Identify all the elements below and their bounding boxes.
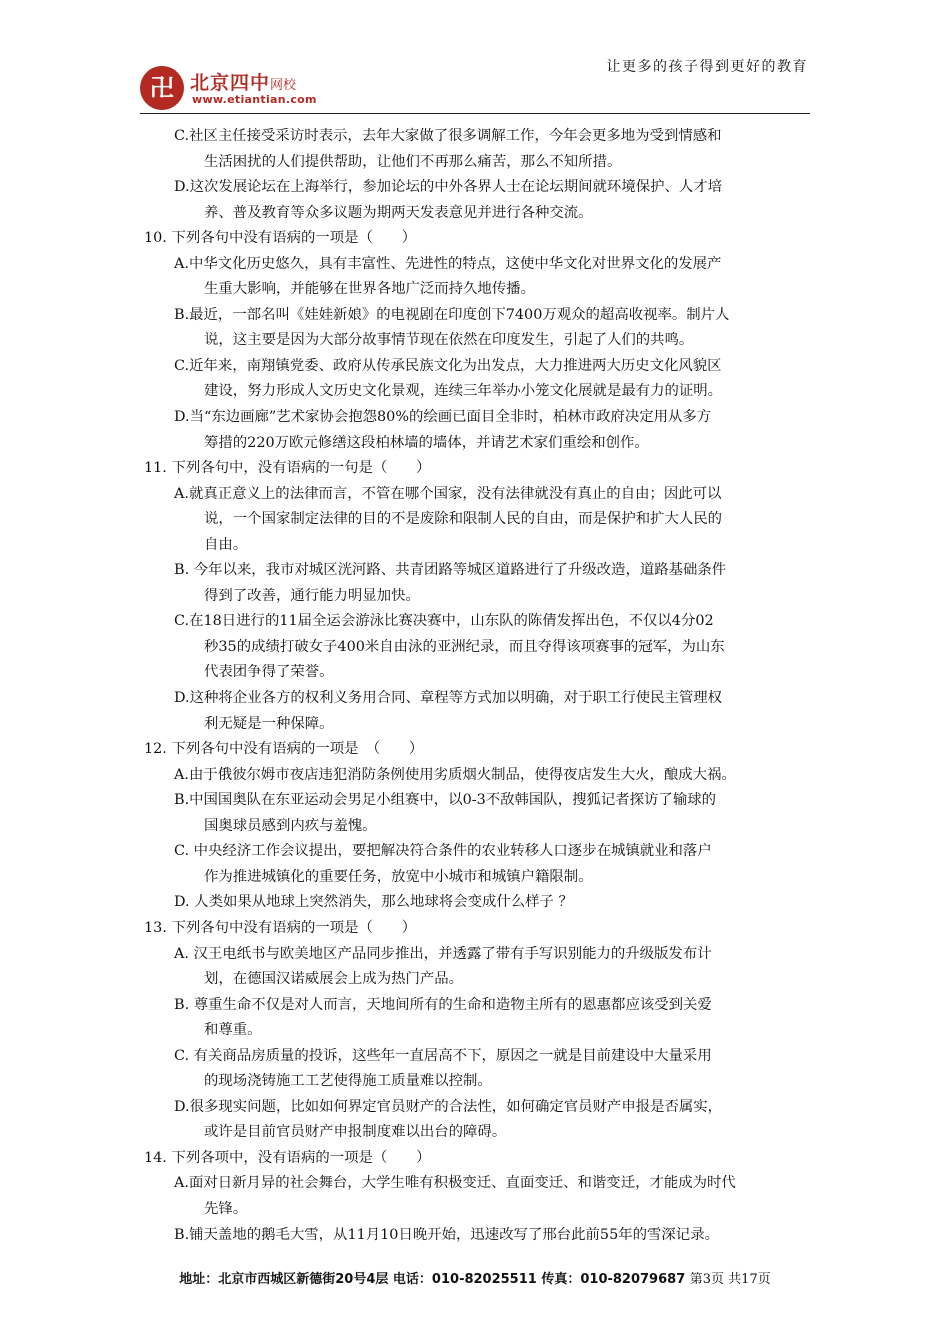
logo-url: www.etiantian.com <box>192 93 317 106</box>
text-line: 建设，努力形成人文历史文化景观，连续三年举办小笼文化展就是最有力的证明。 <box>204 383 723 400</box>
answer-option: C.在18日进行的11届全运会游泳比赛决赛中，山东队的陈倩发挥出色，不仅以4分02 <box>174 613 714 630</box>
answer-option: C. 有关商品房质量的投诉，这些年一直居高不下，原因之一就是目前建设中大量采用 <box>174 1047 712 1064</box>
text-line: 或许是目前官员财产申报制度难以出台的障碍。 <box>204 1124 507 1141</box>
document-body <box>144 124 812 1248</box>
answer-option: D.这次发展论坛在上海举行，参加论坛的中外各界人士在论坛期间就环境保护、人才培 <box>174 179 723 196</box>
text-line: 先锋。 <box>204 1200 248 1217</box>
text-line: 利无疑是一种保障。 <box>204 715 334 732</box>
answer-option: A. 汉王电纸书与欧美地区产品同步推出，并透露了带有手写识别能力的升级版发布计 <box>174 945 712 962</box>
header-divider <box>140 113 810 114</box>
answer-option: D.这种将企业各方的权利义务用合同、章程等方式加以明确，对于职工行使民主管理权 <box>174 690 723 707</box>
logo-emblem-icon: 卍 <box>140 66 184 110</box>
text-line: 说，一个国家制定法律的目的不是废除和限制人民的自由，而是保护和扩大人民的 <box>204 511 723 528</box>
answer-option: A.由于俄彼尔姆市夜店违犯消防条例使用劣质烟火制品，使得夜店发生大火，酿成大祸。 <box>174 766 736 783</box>
question-stem: 11. 下列各句中，没有语病的一句是（ ） <box>144 460 431 477</box>
text-line: 和尊重。 <box>204 1022 262 1039</box>
answer-option: B. 今年以来，我市对城区洸河路、共青团路等城区道路进行了升级改造，道路基础条件 <box>174 562 727 579</box>
answer-option: A.中华文化历史悠久，具有丰富性、先进性的特点，这使中华文化对世界文化的发展产 <box>174 255 722 272</box>
answer-option: B.最近，一部名叫《娃娃新娘》的电视剧在印度创下7400万观众的超高收视率。制片人 <box>174 306 730 323</box>
text-line: 国奥球员感到内疚与羞愧。 <box>204 817 377 834</box>
text-line: 生活困扰的人们提供帮助，让他们不再那么痛苦，那么不知所措。 <box>204 153 622 170</box>
answer-option: A.面对日新月异的社会舞台，大学生唯有积极变迁、直面变迁、和谐变迁，才能成为时代 <box>174 1175 736 1192</box>
answer-option: C. 中央经济工作会议提出，要把解决符合条件的农业转移人口逐步在城镇就业和落户 <box>174 843 712 860</box>
answer-option: D.很多现实问题，比如如何界定官员财产的合法性，如何确定官员财产申报是否属实， <box>174 1098 723 1115</box>
header-slogan: 让更多的孩子得到更好的教育 <box>606 59 808 75</box>
logo-name <box>190 68 296 95</box>
question-stem: 12. 下列各句中没有语病的一项是 （ ） <box>144 741 424 758</box>
text-line: 自由。 <box>204 536 248 553</box>
text-line: 筹措的220万欧元修缮这段柏林墙的墙体，并请艺术家们重绘和创作。 <box>204 434 649 451</box>
text-line: 作为推进城镇化的重要任务，放宽中小城市和城镇户籍限制。 <box>204 868 593 885</box>
logo-name-suffix: 网校 <box>270 78 297 93</box>
text-line: 说，这主要是因为大部分故事情节现在依然在印度发生，引起了人们的共鸣。 <box>204 332 694 349</box>
school-logo <box>140 66 380 112</box>
text-line: 代表团争得了荣誉。 <box>204 664 334 681</box>
answer-option: D. 人类如果从地球上突然消失，那么地球将会变成什么样子 ？ <box>174 894 573 911</box>
answer-option: A.就真正意义上的法律而言，不管在哪个国家，没有法律就没有真止的自由；因此可以 <box>174 485 722 502</box>
footer-page-number: 第3页 共17页 <box>689 1272 771 1287</box>
text-line: 生重大影响，并能够在世界各地广泛而持久地传播。 <box>204 281 535 298</box>
answer-option: B.铺天盖地的鹅毛大雪，从11月10日晚开始，迅速改写了邢台此前55年的雪深记录。 <box>174 1226 719 1243</box>
answer-option: C.近年来，南翔镇党委、政府从传承民族文化为出发点，大力推进两大历史文化风貌区 <box>174 357 722 374</box>
answer-option: B. 尊重生命不仅是对人而言，天地间所有的生命和造物主所有的恩惠都应该受到关爱 <box>174 996 712 1013</box>
answer-option: C.社区主任接受采访时表示，去年大家做了很多调解工作，今年会更多地为受到情感和 <box>174 128 722 144</box>
page-header <box>140 48 810 118</box>
page-footer <box>140 1268 810 1287</box>
text-line: 的现场浇铸施工工艺使得施工质量难以控制。 <box>204 1073 492 1090</box>
text-line: 秒35的成绩打破女子400米自由泳的亚洲纪录，而且夺得该项赛事的冠军，为山东 <box>204 638 725 655</box>
answer-option: D.当“东边画廊”艺术家协会抱怨80%的绘画已面目全非时，柏林市政府决定用从多方 <box>174 409 712 426</box>
text-line: 养、普及教育等众多议题为期两天发表意见并进行各种交流。 <box>204 204 593 221</box>
question-stem: 13. 下列各句中没有语病的一项是（ ） <box>144 919 417 936</box>
footer-address: 地址：北京市西城区新德街20号4层 电话：010-82025511 传真：010-82079687 <box>179 1272 686 1287</box>
logo-name-main: 北京四中 <box>190 72 271 94</box>
text-line: 划，在德国汉诺威展会上成为热门产品。 <box>204 971 464 988</box>
text-line: 得到了改善，通行能力明显加快。 <box>204 587 420 604</box>
question-stem: 14. 下列各项中，没有语病的一项是（ ） <box>144 1149 431 1166</box>
answer-option: B.中国国奥队在东亚运动会男足小组赛中，以0-3不敌韩国队，搜狐记者探访了输球的 <box>174 792 716 809</box>
question-stem: 10. 下列各句中没有语病的一项是（ ） <box>144 230 417 247</box>
